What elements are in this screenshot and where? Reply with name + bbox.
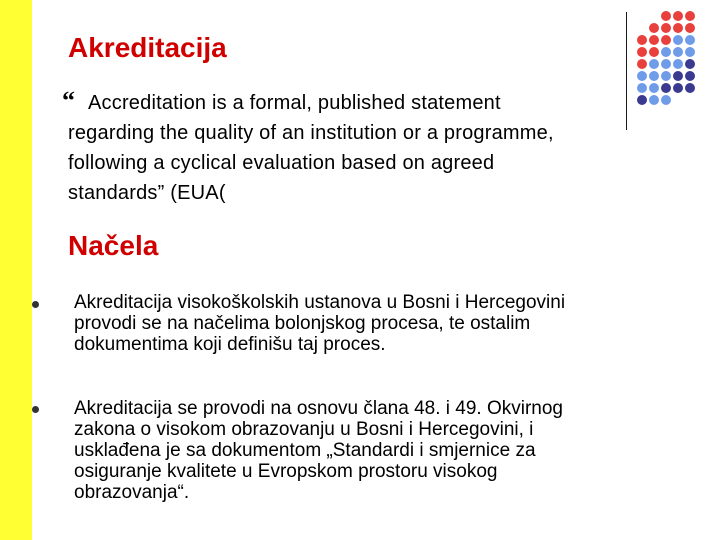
decor-dot [649,35,659,45]
decor-dot [673,35,683,45]
decor-dot [661,59,671,69]
accreditation-quote [68,88,648,208]
decor-dot [673,71,683,81]
decor-dot [685,11,695,21]
decor-dot [673,47,683,57]
decor-dot [661,95,671,105]
bullet-icon [32,406,39,413]
decor-dot [673,23,683,33]
decor-dot [685,71,695,81]
slide-title: Akreditacija [68,32,227,63]
decor-dot [637,35,647,45]
decor-dot [661,71,671,81]
decor-dot [649,59,659,69]
list-item-line: dokumentima koji definišu taj proces. [74,334,386,355]
decor-dot [685,35,695,45]
quote-mark: “ [62,86,75,115]
decor-dot [661,47,671,57]
list-item-line: Akreditacija se provodi na osnovu člana 48. i 49. Okvirnog [74,398,563,419]
decorative-dot-grid [636,10,720,110]
decor-dot [661,23,671,33]
left-accent-bar [0,0,32,540]
decor-dot [673,83,683,93]
quote-line: standards” (EUA( [68,182,226,204]
decor-dot [685,83,695,93]
decor-dot [649,47,659,57]
decor-dot [661,11,671,21]
decor-dot [661,83,671,93]
decor-dot [685,23,695,33]
decor-dot [673,11,683,21]
section-subtitle: Načela [68,230,159,261]
list-item-line: usklađena je sa dokumentom „Standardi i smjernice za [74,440,536,461]
decor-dot [661,35,671,45]
decor-dot [649,71,659,81]
quote-line: following a cyclical evaluation based on agreed [68,152,495,174]
list-item-line: osiguranje kvalitete u Evropskom prostoru visokog [74,461,498,482]
quote-line: regarding the quality of an institution or a programme, [68,122,554,144]
decor-dot [649,23,659,33]
decor-dot [649,95,659,105]
decor-dot [685,59,695,69]
decor-dot [637,47,647,57]
list-item-text [74,398,684,503]
decor-dot [637,71,647,81]
bullet-icon [32,301,39,308]
decor-dot [673,59,683,69]
list-item-line: obrazovanja“. [74,482,190,503]
list-item-line: Akreditacija visokoškolskih ustanova u Bosni i Hercegovini [74,292,566,313]
decor-dot [637,59,647,69]
decor-dot [649,83,659,93]
decor-dot [685,47,695,57]
list-item-text [74,292,684,355]
list-item-line: provodi se na načelima bolonjskog procesa, te ostalim [74,313,531,334]
quote-line: Accreditation is a formal, published statement [88,92,501,114]
list-item-line: zakona o visokom obrazovanju u Bosni i Hercegovini, i [74,419,534,440]
